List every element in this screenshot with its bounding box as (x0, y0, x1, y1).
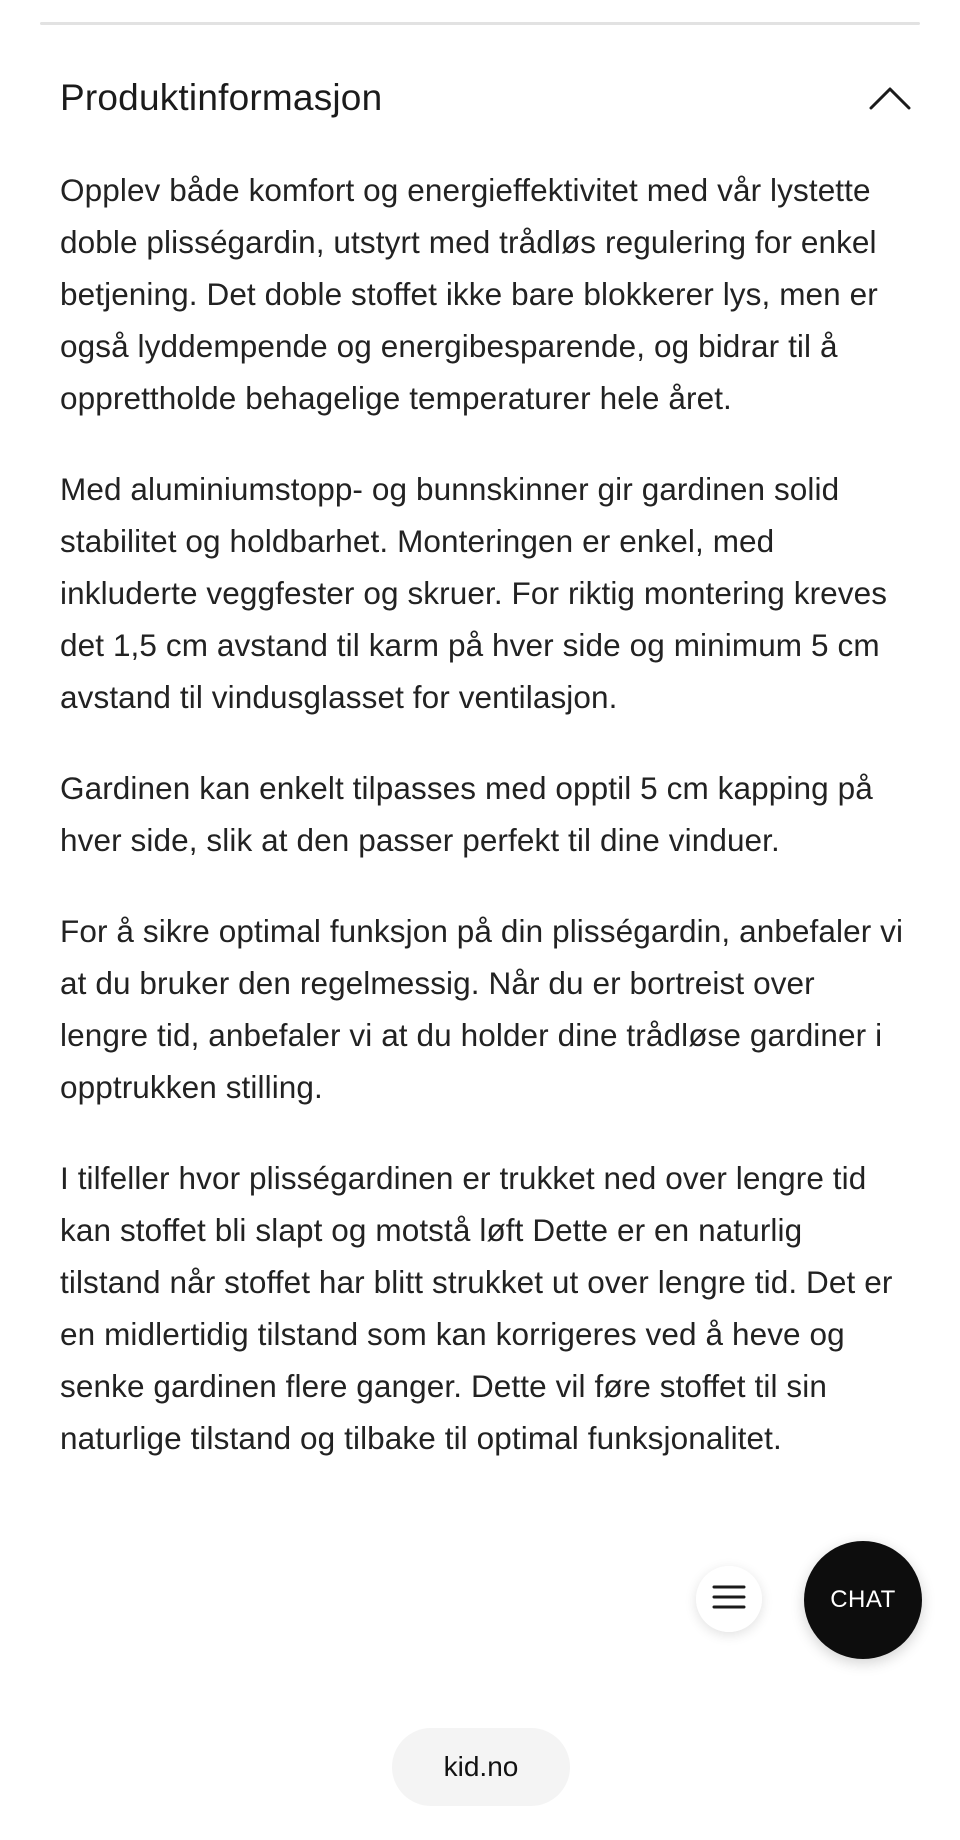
menu-button[interactable] (696, 1566, 762, 1632)
top-divider (40, 22, 920, 25)
paragraph: I tilfeller hvor plisségardinen er trukket ned over lengre tid kan stoffet bli slapt og motstå løft Dette er en naturlig tilstand når stoffet har blitt strukket ut over lengre tid. Det er en midlertidig tilstand som kan korrigeres ved å heve og senke gardinen flere ganger. Dette vil føre stoffet til sin naturlige tilstand og tilbake til optimal funksjonalitet. (60, 1160, 893, 1456)
browser-url-bar[interactable] (392, 1728, 570, 1806)
product-info-accordion-header[interactable] (60, 70, 912, 126)
section-title: Produktinformasjon (60, 77, 383, 118)
chevron-up-icon[interactable] (868, 76, 912, 120)
hamburger-menu-icon (712, 1583, 746, 1616)
paragraph: Opplev både komfort og energieffektivitet med vår lystette doble plisségardin, utstyrt med trådløs regulering for enkel betjening. Det doble stoffet ikke bare blokkerer lys, men er også lyddempende og energibesparende, og bidrar til å opprettholde behagelige temperaturer hele året. (60, 172, 878, 416)
paragraph: Med aluminiumstopp- og bunnskinner gir gardinen solid stabilitet og holdbarhet. Monteringen er enkel, med inkluderte veggfester og skruer. For riktig montering kreves det 1,5 cm avstand til karm på hver side og minimum 5 cm avstand til vindusglasset for ventilasjon. (60, 471, 888, 715)
product-info-content (60, 164, 910, 1503)
paragraph: For å sikre optimal funksjon på din plisségardin, anbefaler vi at du bruker den regelmessig. Når du er bortreist over lengre tid, anbefaler vi at du holder dine trådløse gardiner i opptrukken stilling. (60, 913, 904, 1105)
url-text: kid.no (443, 1751, 519, 1782)
paragraph: Gardinen kan enkelt tilpasses med opptil 5 cm kapping på hver side, slik at den passer perfekt til dine vinduer. (60, 770, 873, 858)
chat-button[interactable] (804, 1541, 922, 1659)
chat-button-label: CHAT (830, 1586, 896, 1613)
